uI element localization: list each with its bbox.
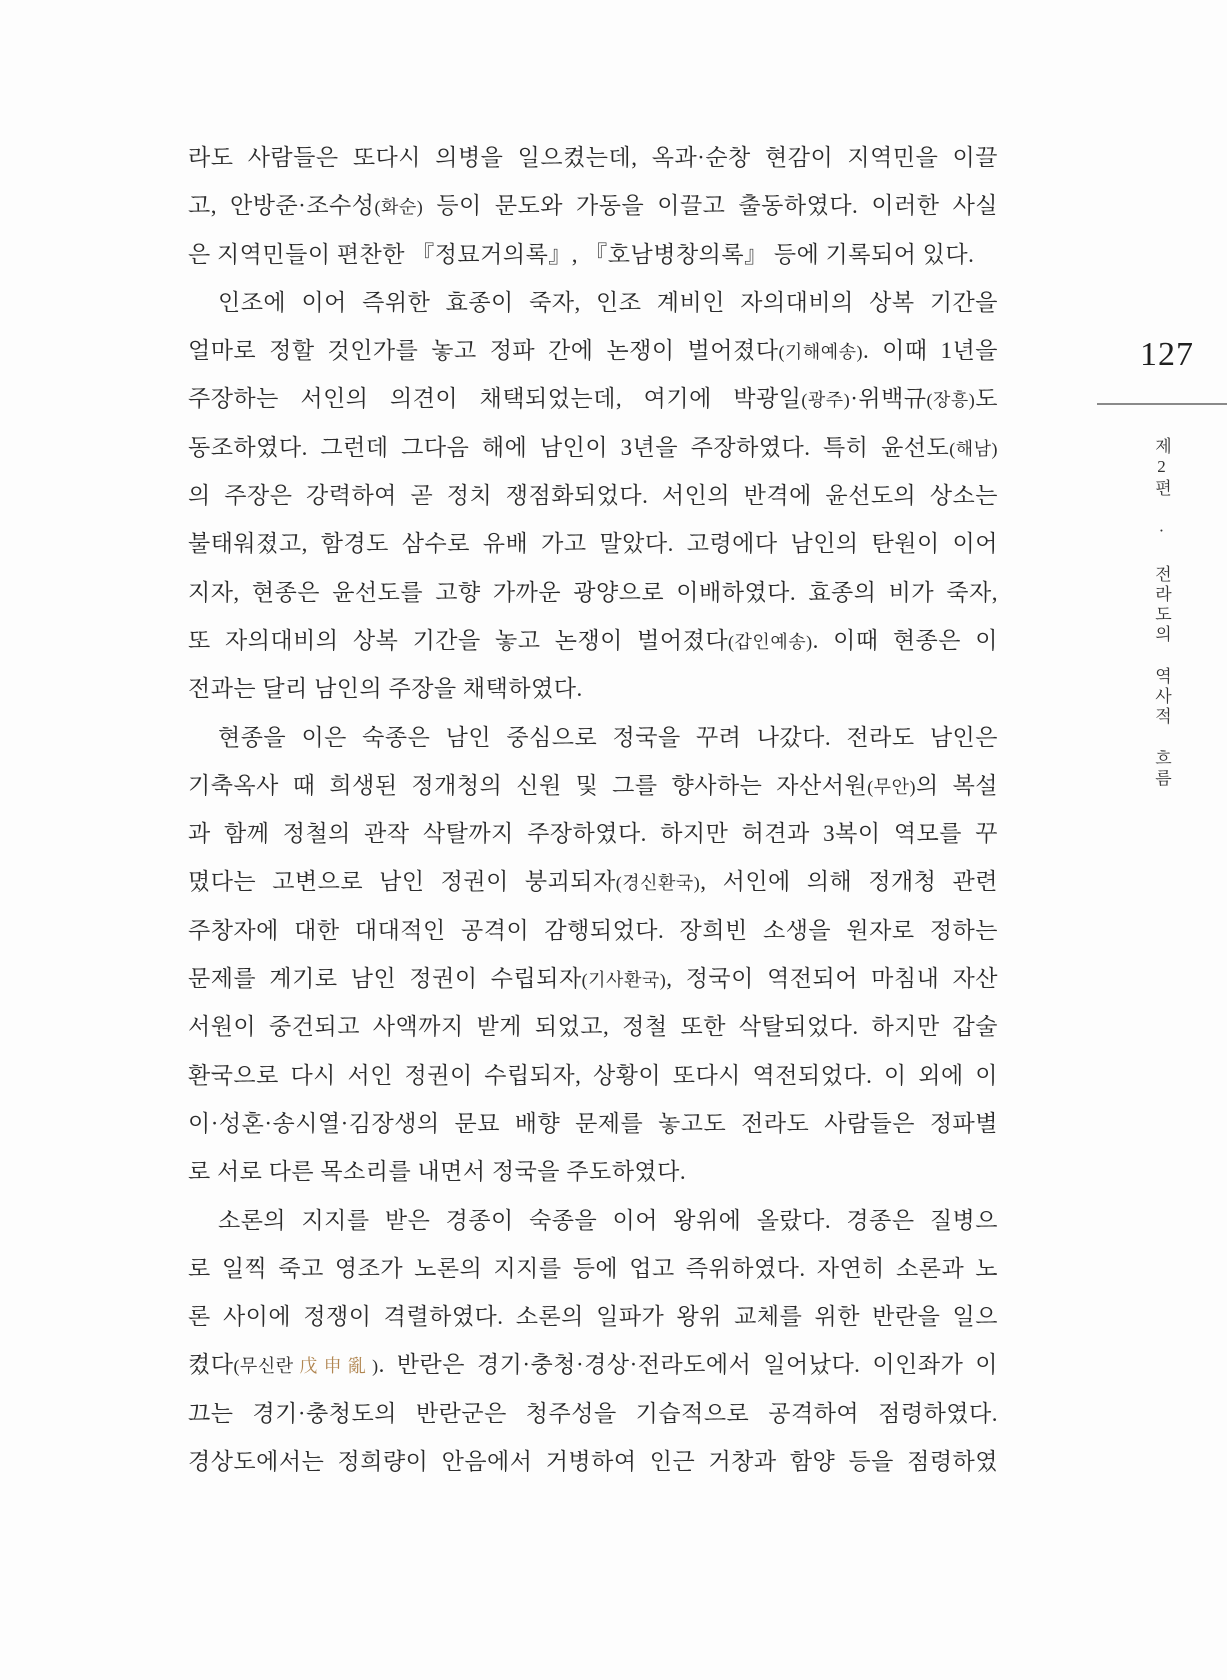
body-run: 경상도에서는 정희량이 안음에서 거병하여 인근 거창과 함양 등을 점령하였: [188, 1449, 998, 1475]
text-line: [188, 1100, 998, 1148]
text-line: [188, 569, 998, 617]
body-run: 불태워졌고, 함경도 삼수로 유배 가고 말았다. 고령에다 남인의 탄원이 이어: [188, 531, 998, 557]
body-run: 이·성혼·송시열·김장생의 문묘 배향 문제를 놓고도 전라도 사람들은 정파별: [188, 1110, 998, 1136]
paren-annotation: (기사환국): [581, 970, 667, 991]
body-run: 등이 문도와 가동을 이끌고 출동하였다. 이러한 사실: [423, 193, 998, 219]
text-line: [188, 1148, 998, 1196]
paren-annotation: (화순): [374, 197, 424, 218]
body-run: 인조에 이어 즉위한 효종이 죽자, 인조 계비인 자의대비의 상복 기간을: [218, 289, 998, 315]
body-run: . 이때 현종은 이: [812, 627, 998, 653]
body-run: 서원이 중건되고 사액까지 받게 되었고, 정철 또한 삭탈되었다. 하지만 갑술: [188, 1014, 998, 1040]
text-line: [188, 520, 998, 568]
paren-annotation: (무신란: [233, 1356, 294, 1377]
body-run: 얼마로 정할 것인가를 놓고 정파 간에 논쟁이 벌어졌다: [188, 338, 779, 364]
body-run: 의 복설: [915, 772, 998, 798]
text-line: [188, 424, 998, 472]
folio-divider-rule: [1097, 403, 1227, 405]
paren-annotation: (경신환국): [615, 873, 701, 894]
chapter-title-vertical: 제2편 · 전라도의 역사적 흐름: [1152, 437, 1171, 789]
text-line: [188, 1052, 998, 1100]
body-run: 주장하는 서인의 의견이 채택되었는데, 여기에 박광일: [188, 386, 802, 412]
paren-annotation: (기해예송): [778, 342, 863, 363]
text-line: [188, 1245, 998, 1293]
body-run: , 정국이 역전되어 마침내 자산: [666, 966, 998, 992]
text-line: [188, 279, 998, 327]
text-line: [188, 1293, 998, 1341]
text-line: [188, 182, 998, 230]
text-line: [188, 858, 998, 906]
page-number: 127: [1140, 336, 1194, 373]
body-run: 은 지역민들이 편찬한 『정묘거의록』, 『호남병창의록』 등에 기록되어 있다.: [188, 241, 975, 267]
body-run: 고, 안방준·조수성: [188, 193, 375, 219]
body-run: 전과는 달리 남인의 주장을 채택하였다.: [188, 676, 583, 702]
text-line: [188, 134, 998, 182]
paren-annotation: (해남): [949, 438, 998, 459]
text-line: [188, 231, 998, 279]
text-line: [188, 955, 998, 1003]
body-run: 로 일찍 죽고 영조가 노론의 지지를 등에 업고 즉위하였다. 자연히 소론과 노: [188, 1255, 998, 1281]
paren-annotation: (광주): [801, 390, 851, 411]
body-run: 몄다는 고변으로 남인 정권이 붕괴되자: [188, 869, 616, 895]
body-text: [188, 134, 998, 1486]
body-run: 도: [975, 386, 998, 412]
body-run: 과 함께 정철의 관작 삭탈까지 주장하였다. 하지만 허견과 3복이 역모를 꾸: [188, 821, 998, 847]
text-line: [188, 714, 998, 762]
body-run: 끄는 경기·충청도의 반란군은 청주성을 기습적으로 공격하여 점령하였다.: [188, 1400, 998, 1426]
body-run: 켰다: [188, 1352, 234, 1378]
text-line: [188, 472, 998, 520]
hanja-annotation: 戊申亂: [293, 1356, 373, 1377]
body-run: 동조하였다. 그런데 그다음 해에 남인이 3년을 주장하였다. 특히 윤선도: [188, 434, 950, 460]
text-line: [188, 907, 998, 955]
paren-annotation: (갑인예송): [728, 631, 813, 652]
body-run: 기축옥사 때 희생된 정개청의 신원 및 그를 향사하는 자산서원: [188, 772, 868, 798]
body-run: 현종을 이은 숙종은 남인 중심으로 정국을 꾸려 나갔다. 전라도 남인은: [218, 724, 998, 750]
text-line: [188, 327, 998, 375]
paren-annotation: (무안): [867, 776, 916, 797]
paren-annotation: (장흥): [926, 390, 976, 411]
body-run: , 서인에 의해 정개청 관련: [700, 869, 998, 895]
text-line: [188, 617, 998, 665]
body-run: 로 서로 다른 목소리를 내면서 정국을 주도하였다.: [188, 1159, 687, 1185]
body-run: ·위백규: [850, 386, 927, 412]
body-run: 라도 사람들은 또다시 의병을 일으켰는데, 옥과·순창 현감이 지역민을 이끌: [188, 145, 998, 170]
body-run: 지자, 현종은 윤선도를 고향 가까운 광양으로 이배하였다. 효종의 비가 죽자,: [188, 579, 998, 605]
body-run: . 반란은 경기·충청·경상·전라도에서 일어났다. 이인좌가 이: [378, 1352, 998, 1378]
text-line: [188, 1438, 998, 1486]
body-run: 주창자에 대한 대대적인 공격이 감행되었다. 장희빈 소생을 원자로 정하는: [188, 917, 998, 943]
text-line: [188, 810, 998, 858]
body-run: 문제를 계기로 남인 정권이 수립되자: [188, 966, 582, 992]
text-line: [188, 375, 998, 423]
body-run: 론 사이에 정쟁이 격렬하였다. 소론의 일파가 왕위 교체를 위한 반란을 일으: [188, 1304, 998, 1330]
body-run: 또 자의대비의 상복 기간을 놓고 논쟁이 벌어졌다: [188, 627, 729, 653]
body-run: 의 주장은 강력하여 곧 정치 쟁점화되었다. 서인의 반격에 윤선도의 상소는: [188, 483, 998, 509]
text-line: [188, 1341, 998, 1389]
text-line: [188, 1197, 998, 1245]
text-line: [188, 665, 998, 713]
text-line: [188, 762, 998, 810]
paren-annotation: ): [372, 1356, 379, 1377]
body-run: 환국으로 다시 서인 정권이 수립되자, 상황이 또다시 역전되었다. 이 외에 이: [188, 1062, 998, 1088]
text-line: [188, 1390, 998, 1438]
text-line: [188, 1003, 998, 1051]
body-run: . 이때 1년을: [862, 338, 998, 364]
body-run: 소론의 지지를 받은 경종이 숙종을 이어 왕위에 올랐다. 경종은 질병으: [218, 1207, 998, 1233]
